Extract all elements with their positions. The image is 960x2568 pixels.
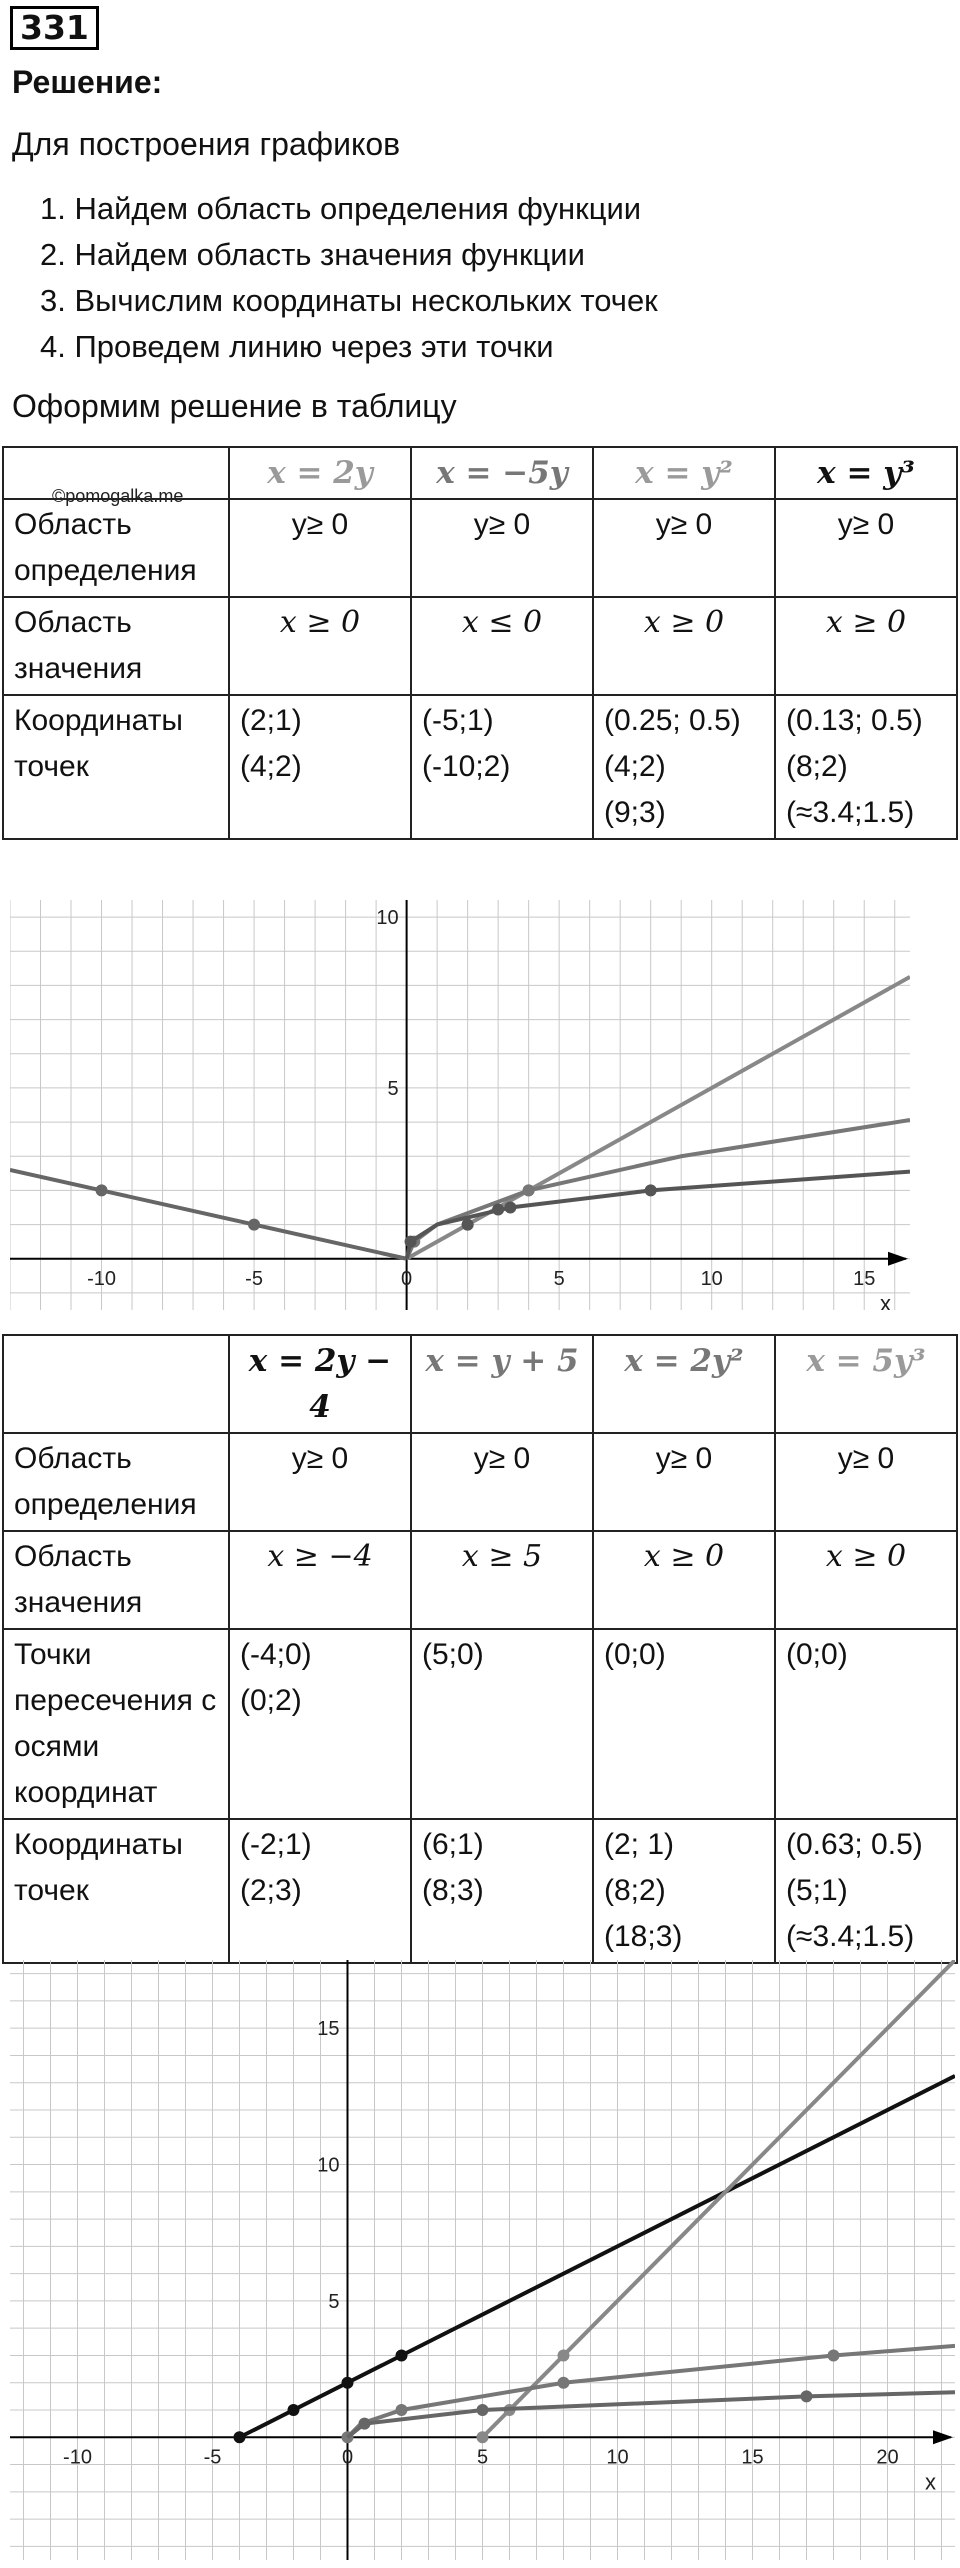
solution-heading: Решение: (12, 64, 163, 100)
data-point (359, 2418, 371, 2430)
step-item: 3. Вычислим координаты нескольких точек (40, 283, 658, 318)
y-tick-label: 5 (387, 1077, 399, 1100)
table-corner-cell (3, 1335, 229, 1433)
column-header: x = 2y − 4 (229, 1335, 411, 1433)
table-cell: x ≤ 0 (411, 597, 593, 695)
y-tick-label: 5 (328, 2290, 340, 2313)
x-tick-label: 20 (876, 2446, 899, 2469)
coordinate-value: (≈3.4;1.5) (786, 796, 915, 829)
x-tick-label: 0 (341, 2446, 354, 2469)
x-tick-label: 0 (401, 1267, 413, 1290)
data-point (558, 2349, 570, 2361)
table-cell: x ≥ 5 (411, 1531, 593, 1629)
step-item: 2. Найдем область значения функции (40, 237, 585, 272)
table-cell (411, 1819, 593, 1963)
table-cell: x ≥ 0 (775, 1531, 957, 1629)
table-cell (411, 695, 593, 839)
x-axis-arrow (933, 2430, 953, 2444)
column-header: x = 5y³ (775, 1335, 957, 1433)
column-header: x = 2y (229, 447, 411, 499)
series-line (348, 2346, 956, 2437)
coordinate-value: (0.63; 0.5) (786, 1828, 923, 1861)
x-tick-label: 15 (853, 1267, 876, 1290)
solution-table-2 (2, 1334, 958, 1964)
table-cell: y≥ 0 (593, 499, 775, 597)
table-header-row (3, 1335, 957, 1433)
coordinate-value: (6;1) (422, 1828, 484, 1861)
data-point (396, 2349, 408, 2361)
x-tick-label: 5 (476, 2446, 489, 2469)
series-line (10, 1170, 407, 1259)
coordinate-value: (8;2) (604, 1874, 666, 1907)
table-cell (593, 1819, 775, 1963)
coordinate-value: (0.25; 0.5) (604, 704, 741, 737)
row-label: Точки пересечения с осями координат (3, 1629, 229, 1819)
data-point (492, 1204, 504, 1216)
table-cell: x ≥ 0 (593, 1531, 775, 1629)
intro-text: Для построения графиков (12, 126, 401, 162)
x-tick-label: 10 (606, 2446, 629, 2469)
table-row (3, 1433, 957, 1531)
coordinate-value: (4;2) (604, 750, 666, 783)
x-axis-label: x (880, 1290, 891, 1310)
y-tick-label: 10 (376, 907, 399, 930)
coordinate-value: (0;0) (786, 1638, 848, 1671)
data-point (504, 1202, 516, 1214)
y-tick-label: 10 (317, 2154, 340, 2177)
coordinate-value: (0.13; 0.5) (786, 704, 923, 737)
data-point (828, 2349, 840, 2361)
coordinate-value: (-5;1) (422, 704, 494, 737)
coordinate-value: (-10;2) (422, 750, 511, 783)
table-cell: y≥ 0 (593, 1433, 775, 1531)
coordinate-value: (8;3) (422, 1874, 484, 1907)
coordinate-value: (4;2) (240, 750, 302, 783)
coordinate-value: (5;1) (786, 1874, 848, 1907)
watermark: ©pomogalka.me (52, 486, 184, 506)
x-tick-label: -10 (63, 2446, 92, 2469)
x-tick-label: 10 (700, 1267, 723, 1290)
coordinate-value: (-2;1) (240, 1828, 312, 1861)
coordinate-value: (2; 1) (604, 1828, 675, 1861)
coordinate-value: (-4;0) (240, 1638, 312, 1671)
table-cell (775, 1819, 957, 1963)
step-item: 4. Проведем линию через эти точки (40, 329, 554, 364)
x-axis-label: x (925, 2469, 936, 2495)
step-item: 1. Найдем область определения функции (40, 191, 642, 226)
data-point (477, 2431, 489, 2443)
table-cell: y≥ 0 (411, 499, 593, 597)
graph-1 (10, 900, 910, 1310)
table-cell (229, 1629, 411, 1819)
row-label: Координаты точек (3, 695, 229, 839)
data-point (234, 2431, 246, 2443)
table-cell (775, 695, 957, 839)
x-tick-label: -5 (245, 1267, 263, 1290)
coordinate-value: (8;2) (786, 750, 848, 783)
data-point (248, 1219, 260, 1231)
table-cell: y≥ 0 (775, 1433, 957, 1531)
series-line (407, 1172, 910, 1259)
series-line (348, 2392, 956, 2437)
table-cell: x ≥ 0 (593, 597, 775, 695)
x-tick-label: 15 (741, 2446, 764, 2469)
table-cell: x ≥ 0 (775, 597, 957, 695)
row-label: Область значения (3, 1531, 229, 1629)
data-point (558, 2377, 570, 2389)
table-cell (593, 695, 775, 839)
x-axis-arrow (888, 1252, 908, 1266)
data-point (462, 1219, 474, 1231)
data-point (96, 1184, 108, 1196)
row-label: Координаты точек (3, 1819, 229, 1963)
coordinate-value: (5;0) (422, 1638, 484, 1671)
table-row (3, 1629, 957, 1819)
table-row (3, 597, 957, 695)
row-label: Область определения (3, 499, 229, 597)
row-label: Область определения (3, 1433, 229, 1531)
data-point (801, 2390, 813, 2402)
data-point (523, 1184, 535, 1196)
column-header: x = y³ (775, 447, 957, 499)
table-cell (775, 1629, 957, 1819)
table-cell (229, 1819, 411, 1963)
table-cell: y≥ 0 (411, 1433, 593, 1531)
coordinate-value: (0;0) (604, 1638, 666, 1671)
column-header: x = −5y (411, 447, 593, 499)
table-cell: x ≥ 0 (229, 597, 411, 695)
column-header: x = 2y² (593, 1335, 775, 1433)
table-cell (411, 1629, 593, 1819)
coordinate-value: (2;1) (240, 704, 302, 737)
table-cell (593, 1629, 775, 1819)
x-tick-label: 5 (553, 1267, 565, 1290)
table-row (3, 1531, 957, 1629)
coordinate-value: (2;3) (240, 1874, 302, 1907)
data-point (396, 2404, 408, 2416)
table-cell: x ≥ −4 (229, 1531, 411, 1629)
data-point (645, 1184, 657, 1196)
table-row (3, 695, 957, 839)
task-number: 331 (10, 6, 99, 50)
y-tick-label: 15 (317, 2018, 340, 2041)
column-header: x = y² (593, 447, 775, 499)
table-cell: y≥ 0 (229, 1433, 411, 1531)
data-point (477, 2404, 489, 2416)
data-point (405, 1236, 417, 1248)
coordinate-value: (≈3.4;1.5) (786, 1920, 915, 1953)
coordinate-value: (9;3) (604, 796, 666, 829)
steps-list (40, 186, 658, 370)
table-cell: y≥ 0 (229, 499, 411, 597)
data-point (288, 2404, 300, 2416)
x-tick-label: -10 (87, 1267, 116, 1290)
row-label: Область значения (3, 597, 229, 695)
coordinate-value: (0;2) (240, 1684, 302, 1717)
graph-2 (10, 1960, 955, 2560)
table-cell: y≥ 0 (775, 499, 957, 597)
table-intro-text: Оформим решение в таблицу (12, 388, 457, 424)
table-row (3, 1819, 957, 1963)
coordinate-value: (18;3) (604, 1920, 683, 1953)
table-cell (229, 695, 411, 839)
column-header: x = y + 5 (411, 1335, 593, 1433)
x-tick-label: -5 (203, 2446, 222, 2469)
table-row (3, 499, 957, 597)
data-point (342, 2377, 354, 2389)
